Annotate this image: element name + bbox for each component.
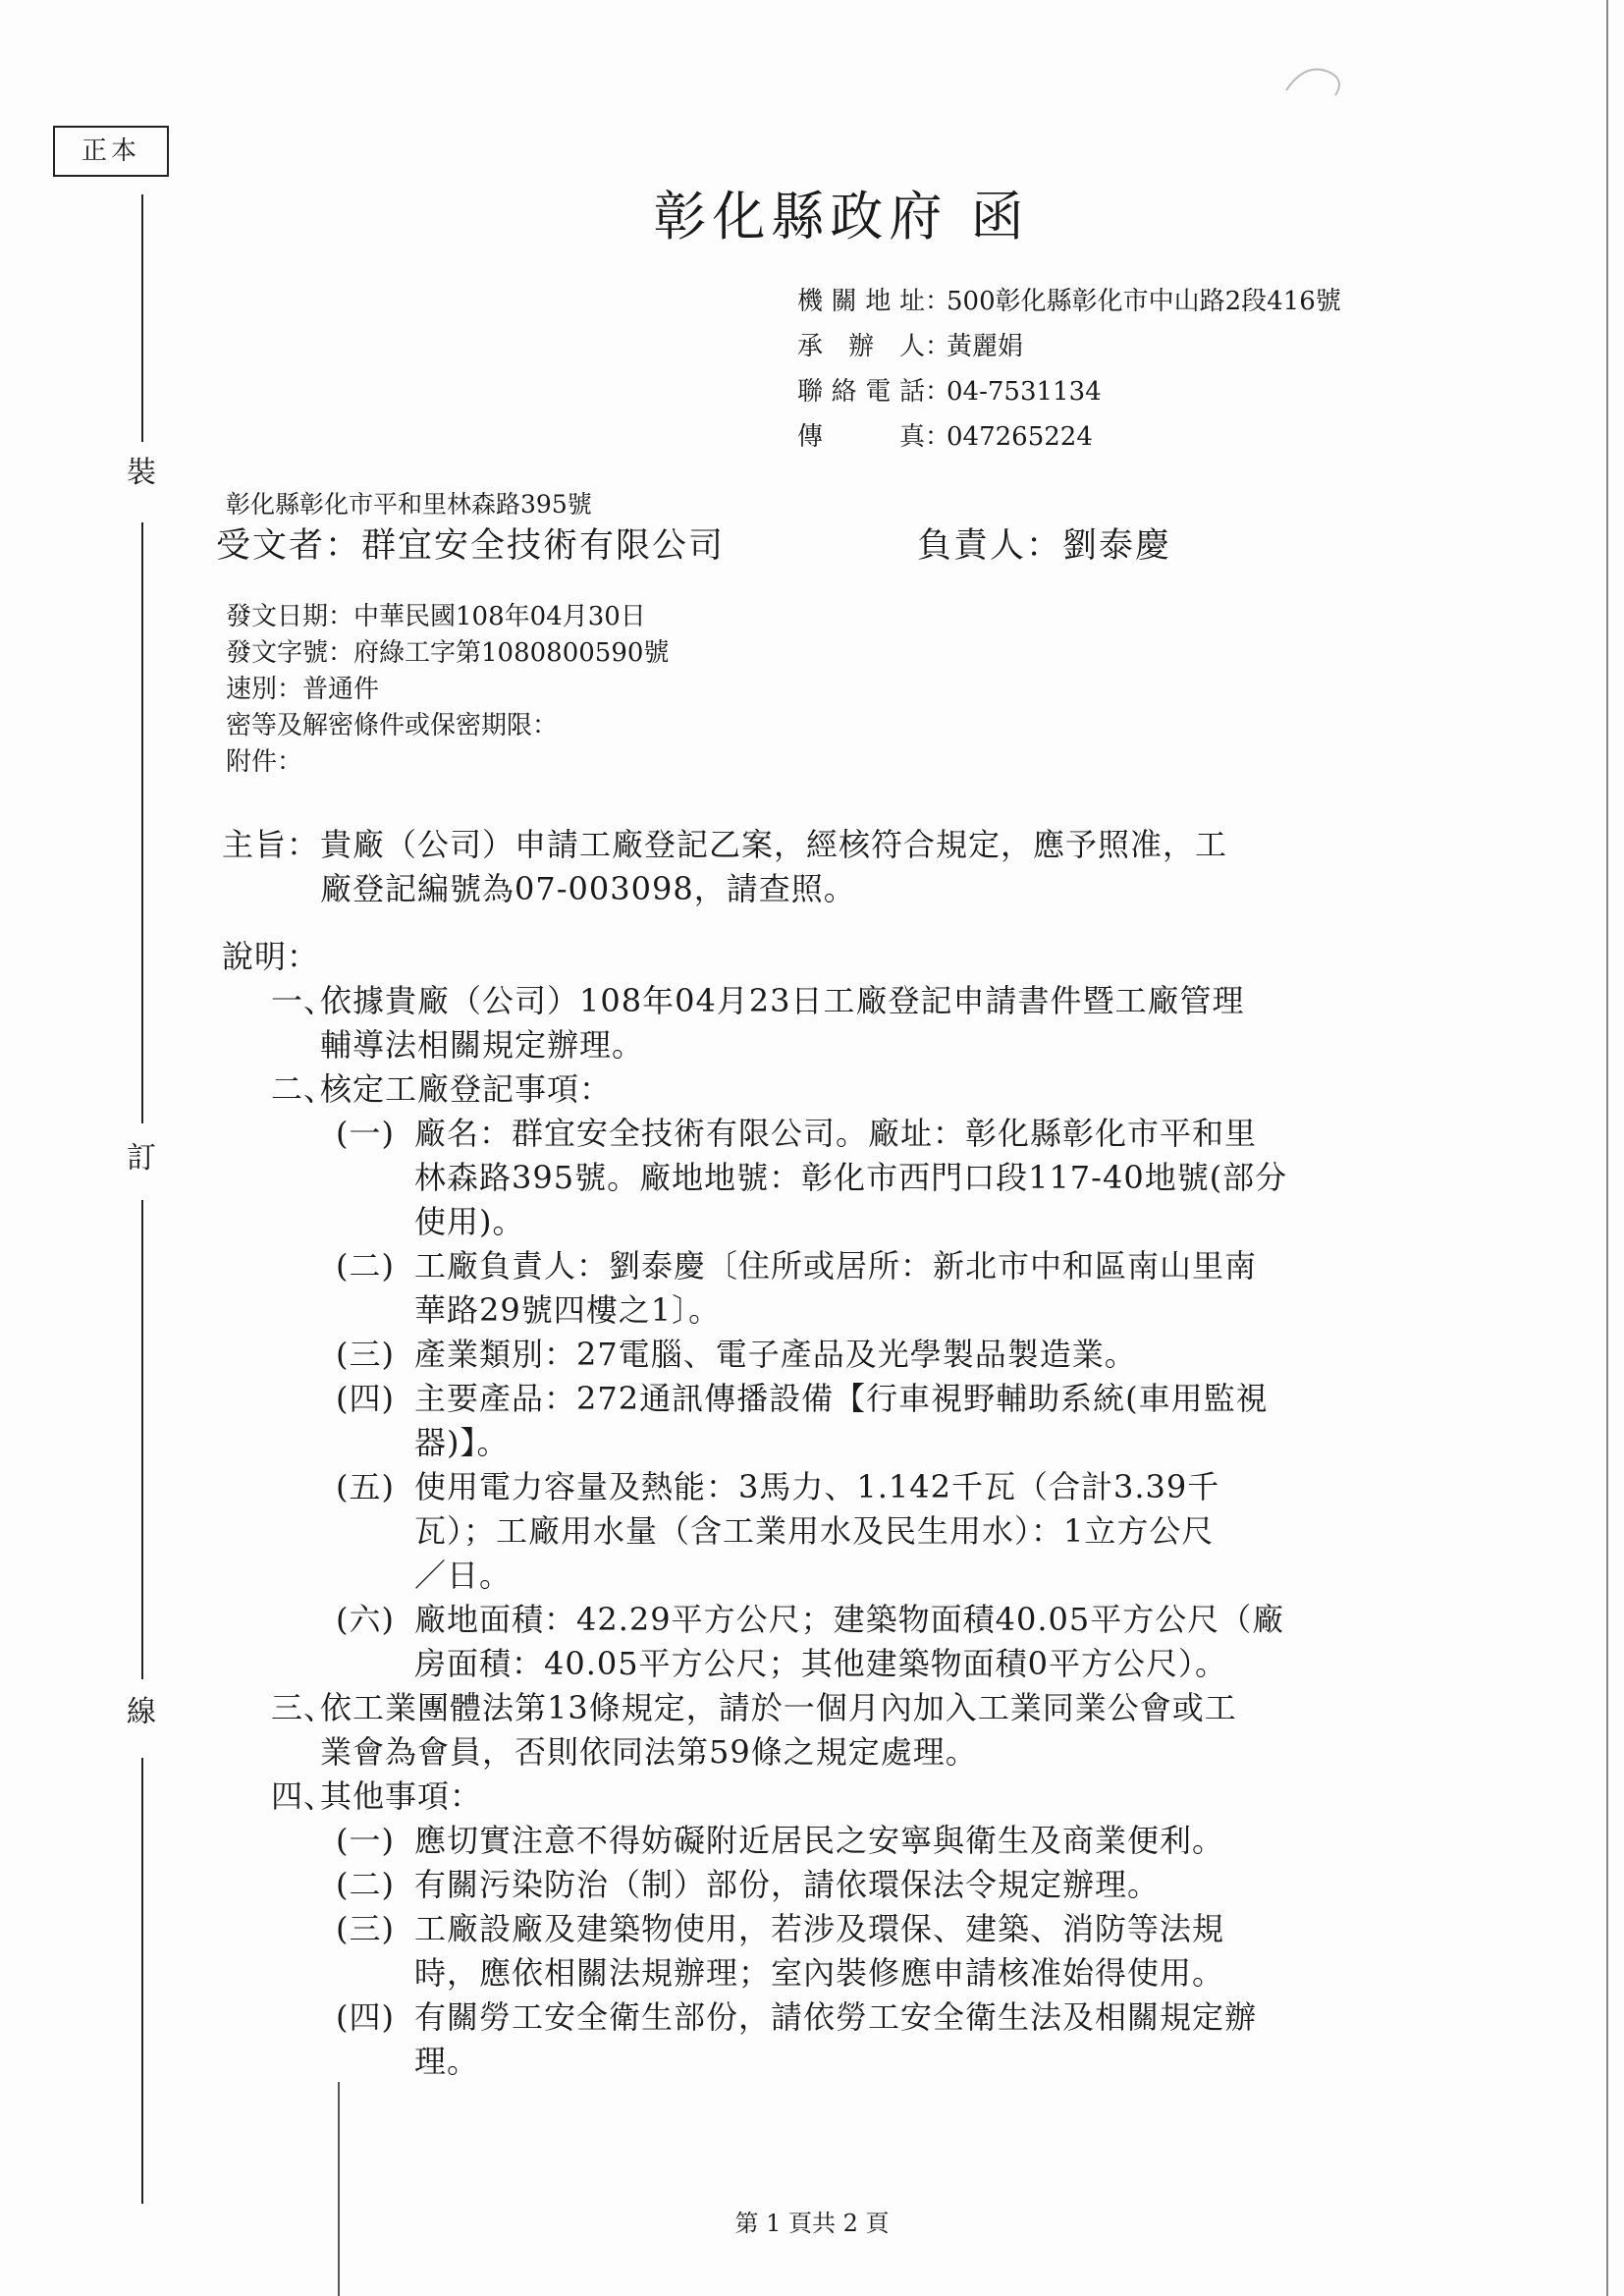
- item-marker: (一): [336, 1822, 395, 1859]
- explanation-line: [222, 1067, 1430, 1112]
- agency-value: 黃麗娟: [947, 332, 1024, 361]
- item-text: 應切實注意不得妨礙附近居民之安寧與衛生及商業便利。: [414, 1822, 1225, 1859]
- item-text: 有關污染防治（制）部份，請依環保法令規定辦理。: [414, 1866, 1161, 1903]
- document-title: 彰化縣政府 函: [653, 186, 1030, 247]
- section-gap: [222, 911, 1430, 935]
- item-marker: 二、: [271, 1070, 337, 1108]
- agency-row: [797, 369, 1341, 414]
- item-text: 瓦）；工廠用水量（含工業用水及民生用水）：1立方公尺: [414, 1512, 1215, 1550]
- scan-mark: [1276, 51, 1355, 110]
- item-marker: (三): [336, 1910, 395, 1947]
- explanation-line: [222, 1112, 1430, 1156]
- item-text: 依據貴廠（公司）108年04月23日工廠登記申請書件暨工廠管理: [320, 982, 1245, 1019]
- item-marker: (二): [336, 1247, 395, 1285]
- item-text: 廠名：群宜安全技術有限公司。廠址：彰化縣彰化市平和里: [414, 1115, 1258, 1152]
- binding-char-middle: 訂: [127, 1141, 156, 1175]
- agency-value: 047265224: [947, 422, 1093, 452]
- item-text: 產業類別：27電腦、電子產品及光學製品製造業。: [414, 1336, 1137, 1373]
- agency-row: [797, 279, 1341, 324]
- explanation-line: [222, 1951, 1430, 1995]
- explanation-line: [222, 1554, 1430, 1598]
- document-meta: [226, 599, 669, 781]
- agency-label: 傳真: [797, 422, 925, 452]
- explanation-line: [222, 1509, 1430, 1554]
- item-marker: (一): [336, 1115, 395, 1152]
- explanation-line: [222, 1377, 1430, 1421]
- item-text: 使用電力容量及熱能：3馬力、1.142千瓦（合計3.39千: [414, 1468, 1220, 1505]
- binding-line-segment: [141, 522, 143, 1123]
- subject-text: 貴廠（公司）申請工廠登記乙案，經核符合規定，應予照准，工: [320, 826, 1228, 863]
- explanation-label: 說明：: [222, 938, 320, 975]
- subject-label: 主旨：: [222, 826, 320, 863]
- item-marker: (四): [336, 1380, 395, 1417]
- explanation-line: [222, 1465, 1430, 1509]
- explanation-line: [222, 1819, 1430, 1863]
- explanation-line: [222, 1863, 1430, 1907]
- recipient: 受文者：群宜安全技術有限公司: [216, 526, 726, 566]
- page-edge: [1606, 0, 1608, 2296]
- item-text: 林森路395號。廠地地號：彰化市西門口段117-40地號(部分: [414, 1159, 1288, 1196]
- item-text: 理。: [414, 2043, 480, 2080]
- agency-label: 承辦人: [797, 332, 925, 361]
- meta-line: 發文日期：中華民國108年04月30日: [226, 602, 646, 631]
- explanation-line: [222, 1200, 1430, 1244]
- item-marker: (六): [336, 1601, 395, 1638]
- agency-value: 04-7531134: [947, 377, 1102, 407]
- subject-line: [222, 823, 1430, 867]
- recipient-address: 彰化縣彰化市平和里林森路395號: [226, 490, 592, 519]
- agency-row: [797, 414, 1341, 460]
- meta-line: 速別：普通件: [226, 675, 380, 704]
- explanation-line: [222, 1907, 1430, 1951]
- explanation-line: [222, 1288, 1430, 1333]
- item-text: 輔導法相關規定辦理。: [320, 1026, 645, 1064]
- item-marker: 四、: [271, 1777, 337, 1815]
- explanation-line: [222, 1598, 1430, 1642]
- meta-line: 密等及解密條件或保密期限：: [226, 711, 559, 740]
- signature-line: [338, 2082, 340, 2296]
- agency-value: 500彰化縣彰化市中山路2段416號: [947, 287, 1341, 316]
- item-text: 業會為會員，否則依同法第59條之規定處理。: [320, 1733, 978, 1771]
- item-marker: (二): [336, 1866, 395, 1903]
- item-marker: (三): [336, 1336, 395, 1373]
- item-text: 工廠負責人：劉泰慶〔住所或居所：新北市中和區南山里南: [414, 1247, 1258, 1285]
- binding-char-top: 裝: [127, 456, 156, 490]
- binding-line-segment: [141, 1200, 143, 1679]
- agency-label: 機關地址: [797, 287, 925, 316]
- explanation-line: [222, 1730, 1430, 1775]
- explanation-line: [222, 1333, 1430, 1377]
- item-marker: 一、: [271, 982, 337, 1019]
- principal: 負責人：劉泰慶: [917, 526, 1172, 566]
- agency-colon: ：: [925, 287, 951, 316]
- binding-line-segment: [141, 1758, 143, 2204]
- item-text: 時，應依相關法規辦理；室內裝修應申請核准始得使用。: [414, 1954, 1225, 1992]
- item-text: 主要產品：272通訊傳播設備【行車視野輔助系統(車用監視: [414, 1380, 1269, 1417]
- meta-line: 附件：: [226, 747, 303, 777]
- explanation-line: [222, 1686, 1430, 1730]
- subject-line: [222, 867, 1430, 911]
- item-marker: 三、: [271, 1689, 337, 1726]
- explanation-line: [222, 1642, 1430, 1686]
- agency-colon: ：: [925, 332, 951, 361]
- item-text: 工廠設廠及建築物使用，若涉及環保、建築、消防等法規: [414, 1910, 1225, 1947]
- item-text: ／日。: [414, 1557, 513, 1594]
- item-text: 廠地面積：42.29平方公尺；建築物面積40.05平方公尺（廠: [414, 1601, 1285, 1638]
- binding-char-bottom: 線: [127, 1695, 156, 1729]
- page-number: 第 1 頁共 2 頁: [734, 2210, 890, 2237]
- item-text: 核定工廠登記事項：: [320, 1070, 613, 1108]
- letter-body: [222, 823, 1430, 2084]
- item-text: 有關勞工安全衛生部份，請依勞工安全衛生法及相關規定辦: [414, 1998, 1258, 2036]
- item-text: 房面積：40.05平方公尺；其他建築物面積0平方公尺）。: [414, 1645, 1227, 1682]
- subject-text: 廠登記編號為07-003098，請查照。: [320, 870, 856, 907]
- explanation-line: [222, 1156, 1430, 1200]
- explanation-line: [222, 979, 1430, 1023]
- agency-label: 聯絡電話: [797, 377, 925, 407]
- item-text: 其他事項：: [320, 1777, 483, 1815]
- item-text: 依工業團體法第13條規定，請於一個月內加入工業同業公會或工: [320, 1689, 1237, 1726]
- item-marker: (五): [336, 1468, 395, 1505]
- item-marker: (四): [336, 1998, 395, 2036]
- original-copy-stamp: 正本: [53, 126, 169, 177]
- agency-info: [797, 279, 1341, 460]
- agency-colon: ：: [925, 422, 951, 452]
- item-text: 使用)。: [414, 1203, 525, 1240]
- explanation-line: [222, 2040, 1430, 2084]
- explanation-line: [222, 1421, 1430, 1465]
- explanation-line: [222, 1244, 1430, 1288]
- agency-row: [797, 324, 1341, 369]
- agency-colon: ：: [925, 377, 951, 407]
- item-text: 器)】。: [414, 1424, 510, 1461]
- meta-line: 發文字號：府綠工字第1080800590號: [226, 638, 670, 668]
- explanation-line: [222, 1775, 1430, 1819]
- explanation-line: [222, 1995, 1430, 2040]
- explanation-line: [222, 1023, 1430, 1067]
- item-text: 華路29號四樓之1〕。: [414, 1291, 722, 1329]
